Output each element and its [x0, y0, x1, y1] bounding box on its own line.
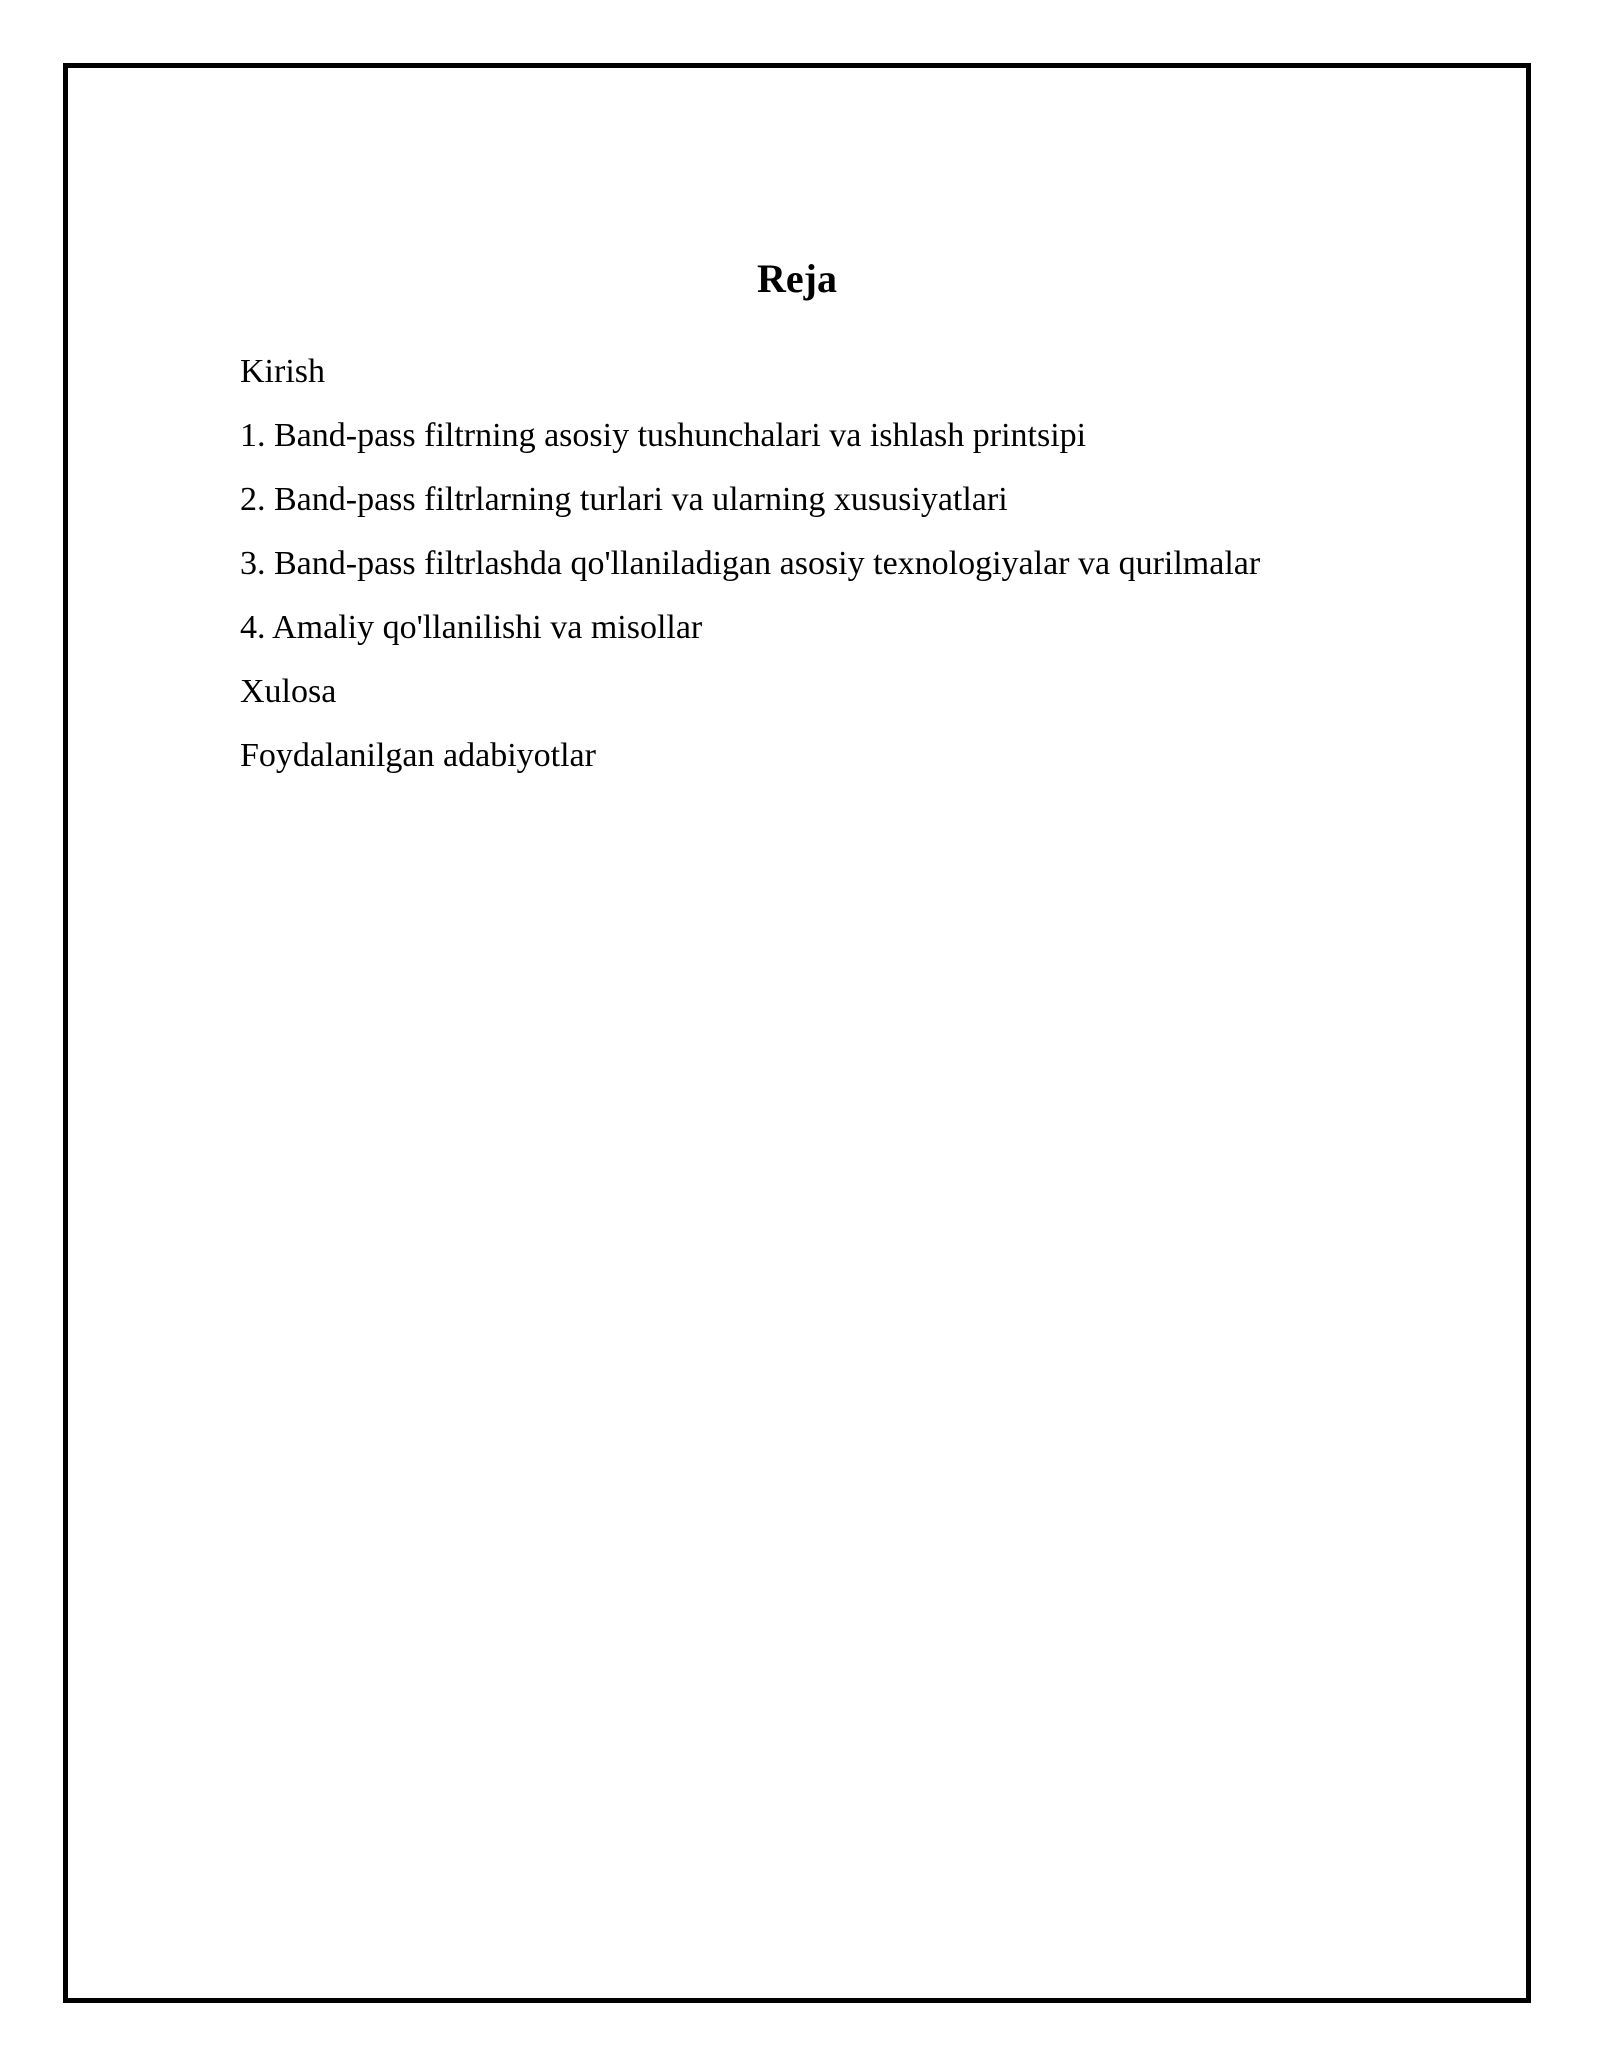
page-border [63, 63, 1531, 2003]
page-title: Reja [757, 256, 837, 301]
toc-item-conclusion: Xulosa [240, 673, 337, 710]
toc-item-4: 4. Amaliy qo'llanilishi va misollar [240, 609, 703, 646]
toc-item-references: Foydalanilgan adabiyotlar [240, 737, 596, 774]
table-of-contents [240, 352, 1260, 800]
toc-item-introduction: Kirish [240, 353, 325, 390]
toc-item-2: 2. Band-pass filtrlarning turlari va ularning xususiyatlari [240, 481, 1008, 518]
toc-item-3: 3. Band-pass filtrlashda qo'llaniladigan asosiy texnologiyalar va qurilmalar [240, 545, 1261, 582]
toc-item-1: 1. Band-pass filtrning asosiy tushunchalari va ishlash printsipi [240, 417, 1087, 454]
